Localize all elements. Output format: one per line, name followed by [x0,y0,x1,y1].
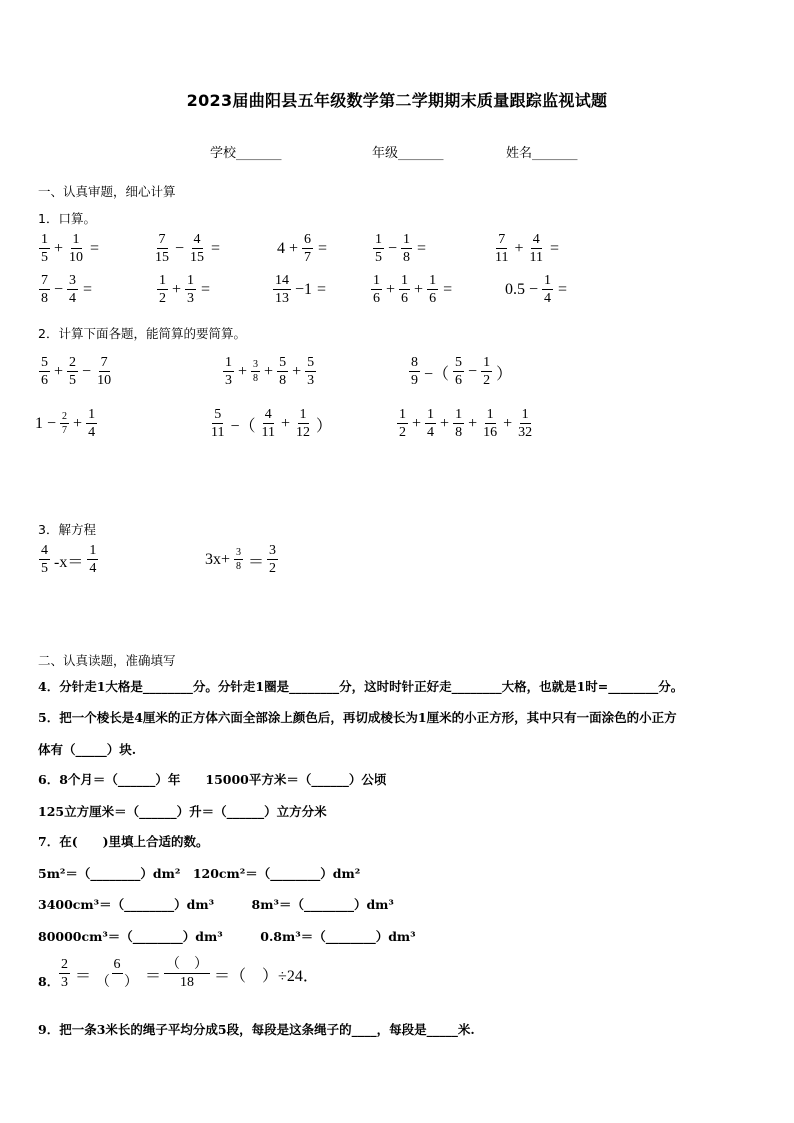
fraction [371,274,382,306]
math-token: −1 [295,281,313,298]
numerator: 2 [69,355,77,370]
math-token: ＝ [75,967,92,985]
denominator: 13 [275,291,289,306]
fraction [67,356,78,388]
denominator: 4 [427,425,435,440]
math-token: −（ [424,365,450,383]
numerator: 8 [411,355,418,370]
expression [208,408,333,440]
math-token: = [318,240,328,257]
fraction [294,408,312,440]
numerator: 1 [41,232,48,247]
math-token: ） [316,417,333,435]
denominator: 15 [155,250,169,265]
math-token: + [264,363,274,380]
fraction [39,274,50,306]
denominator: 8 [455,425,463,440]
denominator: 4 [89,561,97,576]
page-title: 2023届曲阳县五年级数学第二学期期末质量跟踪监视试题 [186,91,608,110]
math-token: − [468,363,478,380]
expression [152,233,220,265]
denominator: 4 [69,291,77,306]
fraction [302,233,313,265]
numerator: 1 [521,407,529,422]
math-token: = [417,240,427,257]
denominator: 8 [403,250,411,265]
q7-text: 7．在( )里填上合适的数。 [38,834,209,849]
math-token: = [550,240,560,257]
expression [372,233,426,265]
q3-label: 3．解方程 [38,522,96,537]
numerator: 1 [483,355,491,370]
expression [408,356,513,388]
math-token: = [443,281,453,298]
numerator: 1 [429,273,437,288]
denominator: 11 [261,425,275,440]
denominator: 6 [41,373,48,388]
numerator: 3 [269,543,277,558]
q6-text-line1: 6．8个月＝（______）年 15000平方米＝（______）公顷 [38,772,387,787]
math-token: − [388,240,398,257]
numerator: 1 [486,407,494,422]
math-token: + [54,363,64,380]
math-token: + [172,281,182,298]
fraction [425,408,436,440]
fraction [59,958,70,990]
denominator: 8 [279,373,287,388]
numerator: 3 [253,359,259,370]
fraction [453,356,464,388]
grade-field: 年级_______ [372,146,444,161]
q7-row3: 80000cm³＝（________）dm³ 0.8m³＝（________）dm³ [38,929,416,944]
math-token: − [82,363,92,380]
numerator: 1 [427,407,435,422]
expression [396,408,535,440]
q5-text-line1: 5．把一个棱长是4厘米的正方体六面全部涂上颜色后，再切成棱长为1厘米的小正方形，其中只有一面涂色的小正方 [38,710,677,725]
math-token: ＝（ ）÷24． [214,967,319,985]
denominator: 11 [529,250,543,265]
numerator: 2 [61,957,68,972]
fraction [401,233,412,265]
math-token: = [558,281,568,298]
math-token: 3x+ [205,551,231,568]
fraction [95,356,113,388]
math-token: 1 [35,415,43,432]
fraction [60,412,69,436]
denominator: 2 [159,291,166,306]
denominator: 12 [296,425,311,440]
fraction [39,356,50,388]
expression [272,274,326,306]
q7-row2: 3400cm³＝（________）dm³ 8m³＝（________）dm³ [38,897,394,912]
fraction [39,544,50,576]
fraction [273,274,291,306]
numerator: 1 [401,273,409,288]
expression [38,356,114,388]
q8-chain [58,958,320,990]
math-token: ＝ [248,553,265,571]
equation-1 [38,544,99,576]
denominator: 18 [180,975,195,990]
denominator: 7 [304,250,312,265]
math-token: + [468,415,478,432]
q2-label: 2．计算下面各题，能简算的要简算。 [38,326,246,341]
numerator: 1 [544,273,552,288]
fraction [481,408,499,440]
fraction [399,274,410,306]
math-token: + [281,415,291,432]
numerator: 1 [375,232,382,247]
expression [492,233,559,265]
math-token: + [440,415,450,432]
fraction [528,233,545,265]
math-token: 4 [277,240,285,257]
denominator: 5 [41,561,48,576]
numerator: 7 [498,232,506,247]
numerator: （ ） [166,957,209,972]
expression [38,233,99,265]
fraction [223,356,234,388]
fraction [153,233,171,265]
fraction [373,233,384,265]
fraction [305,356,316,388]
numerator: 5 [41,355,48,370]
numerator: 1 [89,543,97,558]
expression [276,233,327,265]
numerator: 6 [113,957,121,972]
math-token: + [73,415,83,432]
numerator: 4 [532,232,540,247]
denominator: 4 [88,425,96,440]
denominator: 3 [225,373,232,388]
denominator: （ ） [96,975,139,990]
denominator: 15 [190,250,205,265]
fraction [409,356,420,388]
fraction [453,408,464,440]
numerator: 3 [69,273,77,288]
q8-label: 8． [38,974,60,989]
denominator: 8 [253,373,259,384]
fraction [87,544,98,576]
name-field: 姓名_______ [506,146,578,161]
denominator: 6 [455,373,463,388]
denominator: 10 [97,373,112,388]
numerator: 5 [279,355,287,370]
math-token: + [292,363,302,380]
numerator: 1 [455,407,463,422]
fraction [251,360,260,384]
denominator: 5 [69,373,77,388]
numerator: 7 [100,355,108,370]
numerator: 5 [455,355,463,370]
fraction [542,274,553,306]
denominator: 6 [401,291,409,306]
numerator: 1 [403,232,411,247]
math-token: + [289,240,299,257]
denominator: 32 [518,425,533,440]
q6-text-line2: 125立方厘米＝（______）升＝（______）立方分米 [38,804,327,819]
numerator: 1 [373,273,380,288]
denominator: 4 [544,291,552,306]
expression [504,274,567,306]
math-token: + [238,363,248,380]
denominator: 6 [429,291,437,306]
fraction [67,233,85,265]
numerator: 2 [62,411,68,422]
fraction [185,274,196,306]
denominator: 3 [307,373,315,388]
denominator: 11 [211,425,225,440]
numerator: 1 [225,355,232,370]
math-token: ＝ [145,967,162,985]
math-token: ） [496,365,513,383]
denominator: 3 [187,291,195,306]
math-token: = [317,281,327,298]
math-token: + [414,281,424,298]
fraction [481,356,492,388]
fraction [397,408,408,440]
expression [156,274,210,306]
denominator: 2 [483,373,491,388]
fraction [260,408,277,440]
fraction [493,233,510,265]
fraction [277,356,288,388]
fraction [209,408,226,440]
section1-heading: 一、认真审题，细心计算 [38,184,176,199]
fraction [234,548,243,572]
math-token: + [54,240,64,257]
q1-label: 1．口算。 [38,211,96,226]
math-token: 0.5 [505,281,525,298]
math-token: -x＝ [54,553,84,571]
fraction [427,274,438,306]
fraction [86,408,97,440]
math-token: = [211,240,221,257]
math-token: − [54,281,64,298]
denominator: 5 [41,250,48,265]
numerator: 14 [275,273,289,288]
denominator: 10 [69,250,84,265]
numerator: 4 [264,407,272,422]
school-field: 学校_______ [210,146,282,161]
math-token: + [503,415,513,432]
denominator: 8 [236,561,242,572]
fraction [188,233,206,265]
denominator: 9 [411,373,418,388]
math-token: + [386,281,396,298]
equation-2 [204,544,279,576]
denominator: 7 [62,425,68,436]
math-token: = [90,240,100,257]
fraction [39,233,50,265]
q4-text: 4．分针走1大格是________分。分针走1圈是________分，这时时针正好走________大格，也就是1时=________分。 [38,679,684,694]
expression [34,408,98,440]
fraction [267,544,278,576]
math-token: − [47,415,57,432]
fraction [157,274,168,306]
denominator: 8 [41,291,48,306]
math-token: + [412,415,422,432]
fraction [94,958,140,990]
denominator: 2 [399,425,406,440]
numerator: 5 [307,355,315,370]
numerator: 1 [72,232,80,247]
denominator: 5 [375,250,382,265]
math-token: = [201,281,211,298]
expression [222,356,317,388]
numerator: 3 [236,547,242,558]
denominator: 6 [373,291,380,306]
numerator: 7 [158,232,166,247]
math-token: − [175,240,185,257]
numerator: 1 [88,407,96,422]
math-token: −（ [230,417,256,435]
numerator: 4 [193,232,201,247]
expression [370,274,452,306]
numerator: 4 [41,543,48,558]
numerator: 1 [299,407,307,422]
numerator: 1 [159,273,166,288]
q5-text-line2: 体有（_____）块. [38,742,137,757]
numerator: 5 [214,407,222,422]
q7-row1: 5m²＝（________）dm² 120cm²＝（________）dm² [38,866,361,881]
math-token: + [514,240,524,257]
numerator: 1 [399,407,406,422]
numerator: 6 [304,232,312,247]
numerator: 1 [187,273,195,288]
denominator: 3 [61,975,68,990]
fraction [164,958,210,990]
q9-text: 9．把一条3米长的绳子平均分成5段，每段是这条绳子的____，每段是_____米. [38,1022,475,1037]
expression [38,274,92,306]
denominator: 16 [483,425,498,440]
denominator: 2 [269,561,277,576]
fraction [67,274,78,306]
denominator: 11 [495,250,509,265]
numerator: 7 [41,273,48,288]
section2-heading: 二、认真读题，准确填写 [38,653,176,668]
math-token: − [529,281,539,298]
fraction [516,408,534,440]
math-token: = [83,281,93,298]
